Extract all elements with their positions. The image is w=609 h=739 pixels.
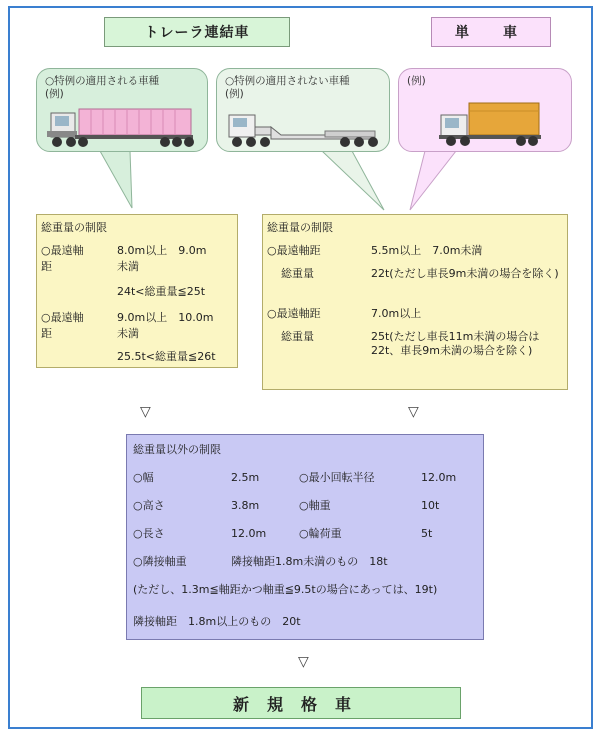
single-vehicle-header: 単 車 [431, 17, 551, 47]
box-title: 総重量の制限 [41, 221, 107, 234]
limit-label: ○隣接軸重 [133, 555, 187, 568]
limit-value: 隣接軸距1.8m未満のもの 18t [231, 555, 388, 568]
new-standard-vehicle-label: 新規格車 [141, 687, 461, 719]
bubble-caption: ○特例の適用されない車種 [225, 75, 350, 87]
limit-label: ○輪荷重 [299, 527, 342, 540]
limit-value: 3.8m [231, 499, 260, 512]
row-weight: 25.5t<総重量≦26t [117, 350, 216, 363]
row-label: ○最遠軸 [41, 311, 84, 324]
bubble-example-label: (例) [407, 75, 426, 87]
row-label: ○最遠軸 [41, 244, 84, 257]
trailer-header: トレーラ連結車 [104, 17, 290, 47]
box-title: 総重量以外の制限 [133, 443, 221, 456]
limit-value: 2.5m [231, 471, 260, 484]
limit-value: 5t [421, 527, 433, 540]
row-label: 総重量 [281, 267, 314, 280]
limit-label: ○高さ [133, 499, 165, 512]
single-truck-orange-image [435, 97, 545, 147]
row-label: ○最遠軸距 [267, 307, 321, 320]
bubble-caption: ○特例の適用される車種 [45, 75, 160, 87]
bubble-tail-applied [100, 151, 132, 208]
row-value: 8.0m以上 9.0m [117, 244, 207, 257]
row-label: 距 [41, 327, 52, 340]
trailer-truck-pink-image [45, 105, 195, 149]
limit-label: ○幅 [133, 471, 154, 484]
limit-value: 12.0m [421, 471, 457, 484]
row-value: 7.0m以上 [371, 307, 422, 320]
row-value: 5.5m以上 7.0m未満 [371, 244, 483, 257]
bubble-tail-not-applied [322, 151, 384, 210]
limit-value: 隣接軸距 1.8m以上のもの 20t [133, 615, 301, 628]
limit-note: (ただし、1.3m≦軸距かつ軸重≦9.5tの場合にあっては、19t) [133, 583, 438, 596]
row-value: 25t(ただし車長11m未満の場合は22t、車長9m未満の場合を除く) [371, 330, 540, 357]
bubble-tail-single [410, 151, 456, 210]
bubble-example-label: (例) [45, 88, 64, 100]
bubble-special-not-applied [216, 68, 390, 152]
box-title: 総重量の制限 [267, 221, 333, 234]
total-weight-limit-box-nonspecial [262, 214, 568, 390]
other-limits-box [126, 434, 484, 640]
down-arrow-icon: ▽ [408, 404, 419, 420]
row-label: 総重量 [281, 330, 314, 343]
lowbed-trailer-image [225, 109, 381, 149]
limit-value: 10t [421, 499, 440, 512]
row-value: 22t(ただし車長9m未満の場合を除く) [371, 267, 559, 280]
row-value: 未満 [117, 327, 139, 340]
bubble-example-label: (例) [225, 88, 244, 100]
total-weight-limit-box-special [36, 214, 238, 368]
limit-value: 12.0m [231, 527, 267, 540]
down-arrow-icon: ▽ [298, 654, 309, 670]
row-label: ○最遠軸距 [267, 244, 321, 257]
row-weight: 24t<総重量≦25t [117, 285, 206, 298]
bubble-special-applied [36, 68, 208, 152]
row-value: 未満 [117, 260, 139, 273]
limit-label: ○軸重 [299, 499, 331, 512]
limit-label: ○長さ [133, 527, 165, 540]
row-value: 9.0m以上 10.0m [117, 311, 214, 324]
down-arrow-icon: ▽ [140, 404, 151, 420]
limit-label: ○最小回転半径 [299, 471, 375, 484]
bubble-single-example [398, 68, 572, 152]
row-label: 距 [41, 260, 52, 273]
